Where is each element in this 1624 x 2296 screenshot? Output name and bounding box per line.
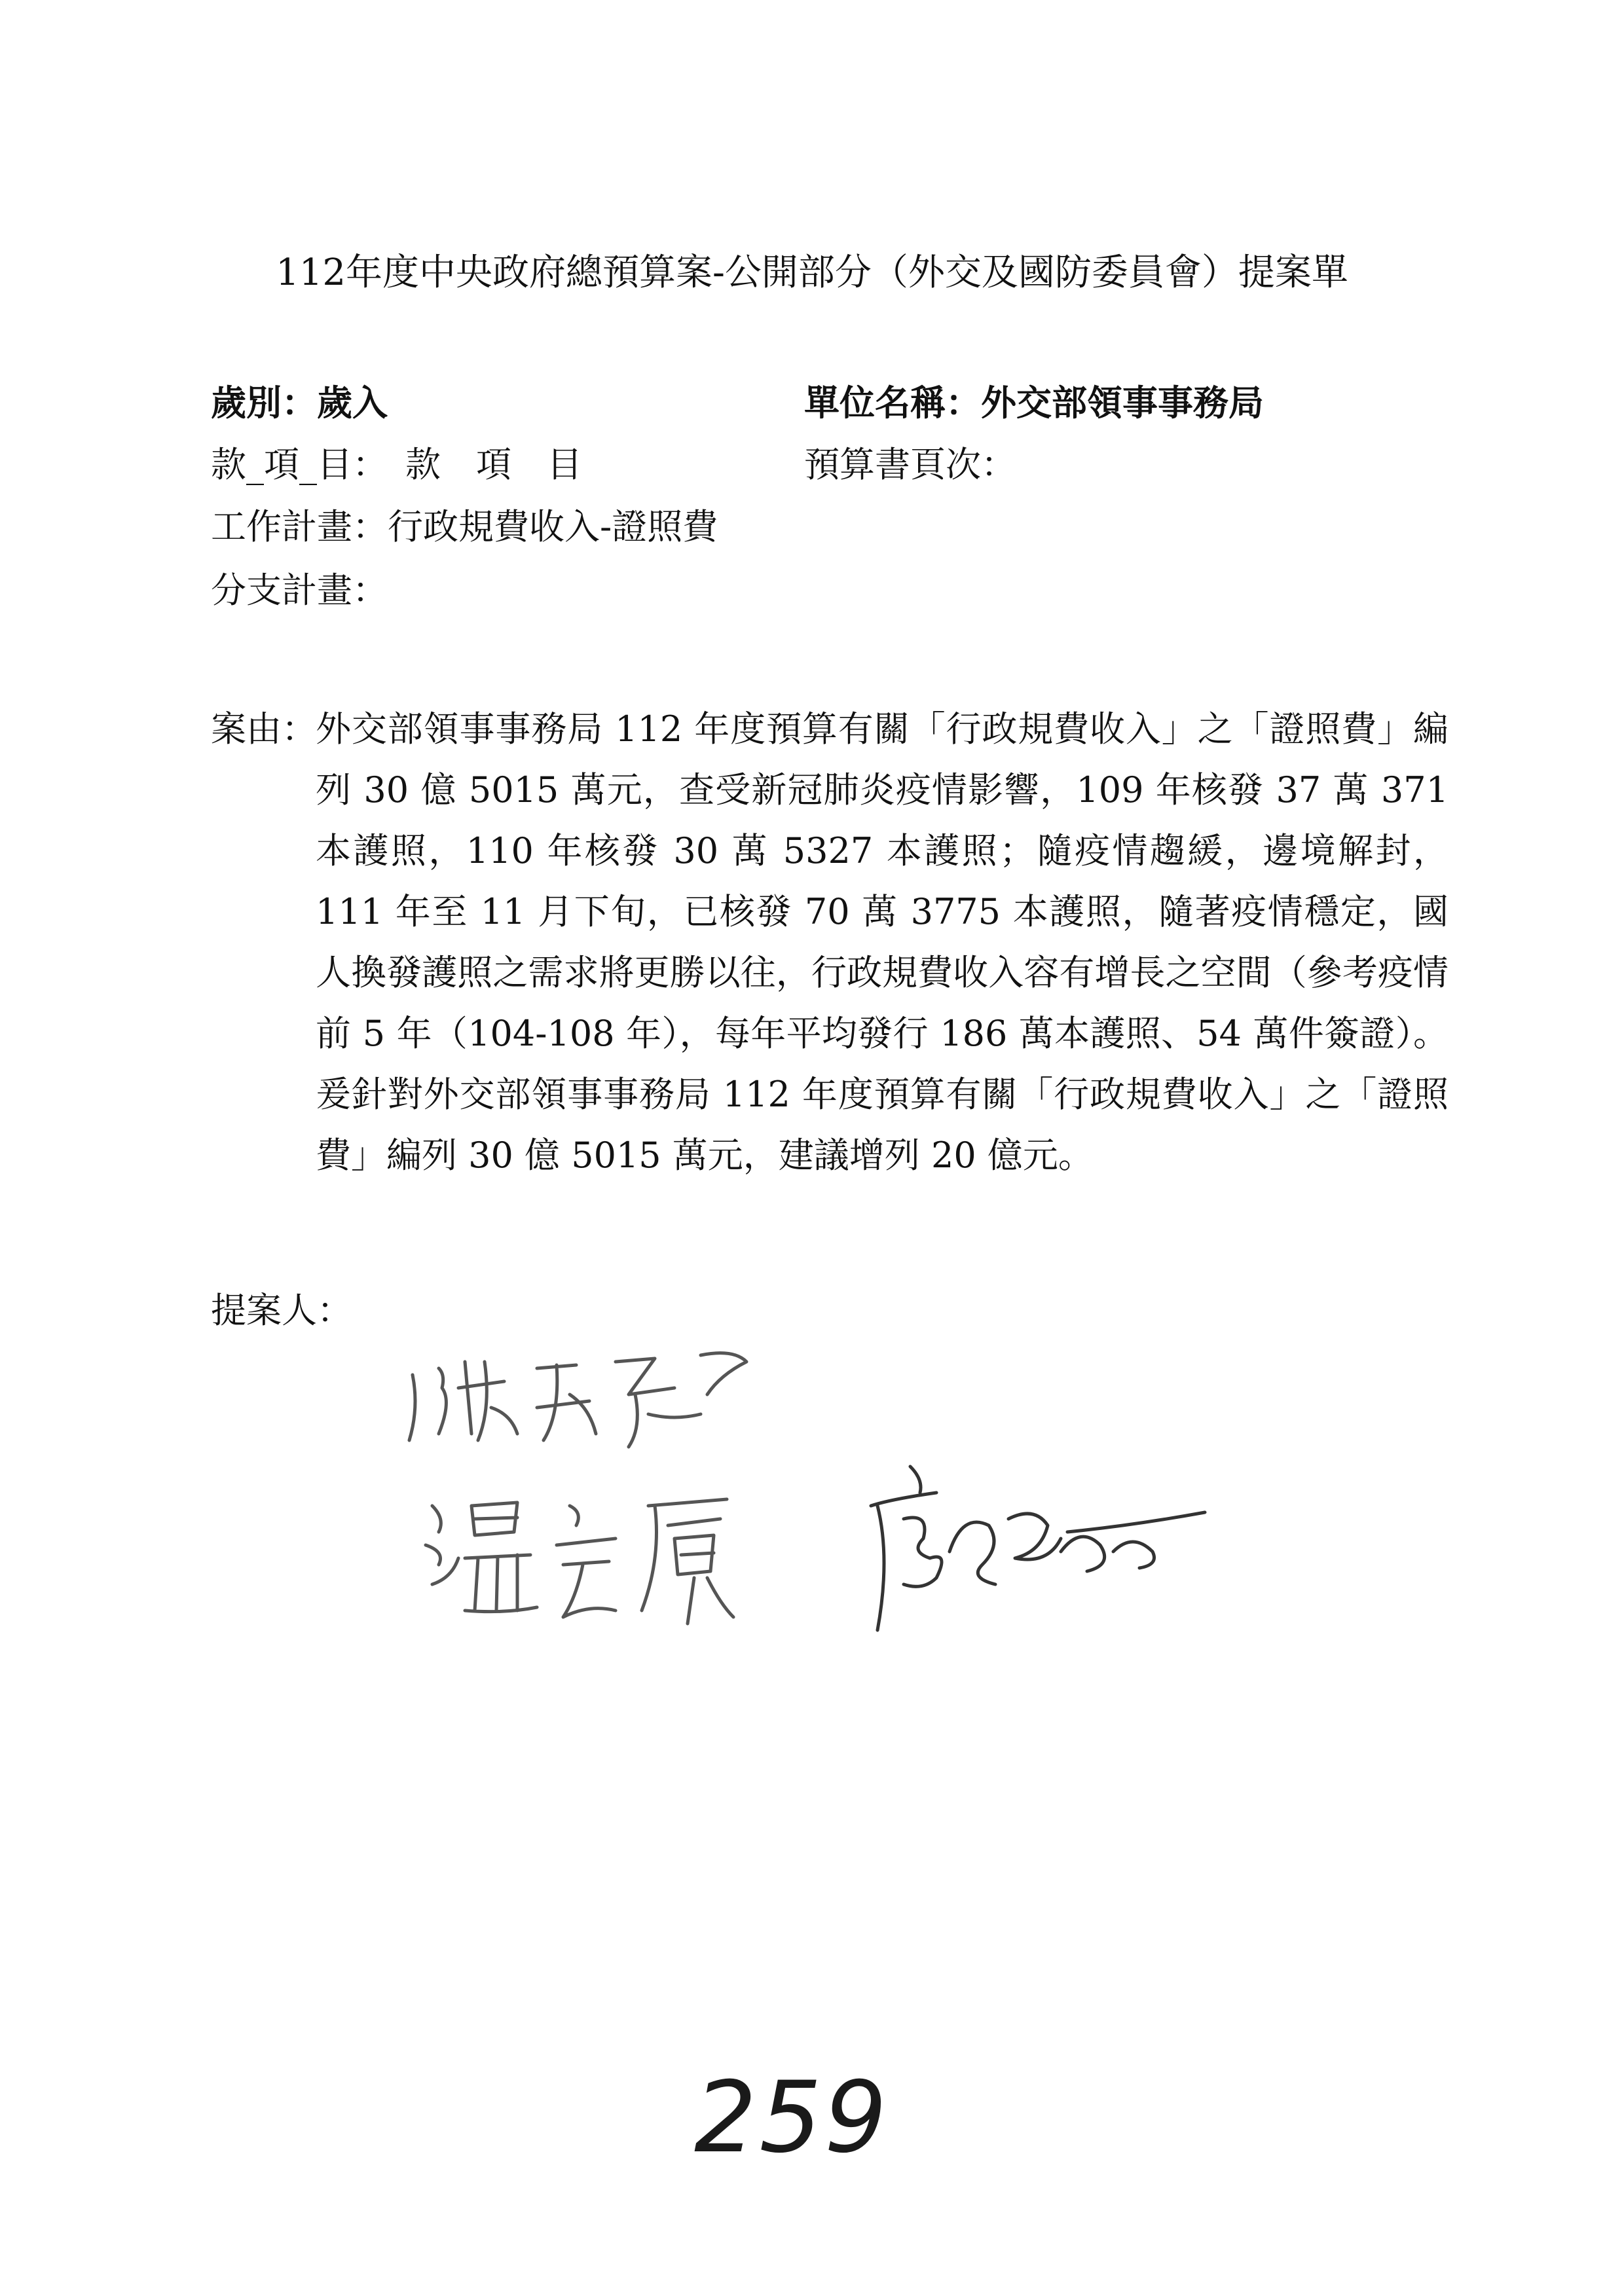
sub-plan-field: 分支計畫： [211, 570, 388, 611]
signature-2 [419, 1480, 760, 1637]
work-plan-field: 工作計畫：行政規費收入-證照費 [211, 506, 718, 547]
budget-page-field: 預算書頁次： [804, 444, 1016, 485]
case-label: 案由： [211, 708, 317, 750]
case-text: 外交部領事事務局 112 年度預算有關「行政規費收入」之「證照費」編列 30 億 5015 萬元，查受新冠肺炎疫情影響，109 年核發 37 萬 371 本護照，110 年核發 30 萬 5327 本護照；隨疫情趨緩，邊境解封，111 年至 11 月下旬，已核發 70 萬 3775 本護照，隨著疫情穩定，國人換發護照之需求將更勝以往，行政規費收入容有增長之空間（參考疫情前 5 年（104-108 年），每年平均發行 186 萬本護照、54 萬件簽證）。爰針對外交部領事事務局 112 年度預算有關「行政規費收入」之「證照費」編列 30 億 5015 萬元，建議增列 20 億元。 [316, 708, 1449, 1176]
signature-3 [851, 1453, 1218, 1637]
page-number: 259 [694, 2061, 890, 2175]
document-title: 112年度中央政府總預算案-公開部分（外交及國防委員會）提案單 [276, 251, 1348, 294]
signature-1 [393, 1336, 799, 1453]
proposer-label: 提案人： [211, 1290, 352, 1331]
unit-name-field: 單位名稱：外交部領事事務局 [804, 382, 1264, 424]
item-field: 款_項_目： 款 項 目 [211, 444, 582, 485]
category-field: 歲別：歲入 [211, 382, 388, 424]
